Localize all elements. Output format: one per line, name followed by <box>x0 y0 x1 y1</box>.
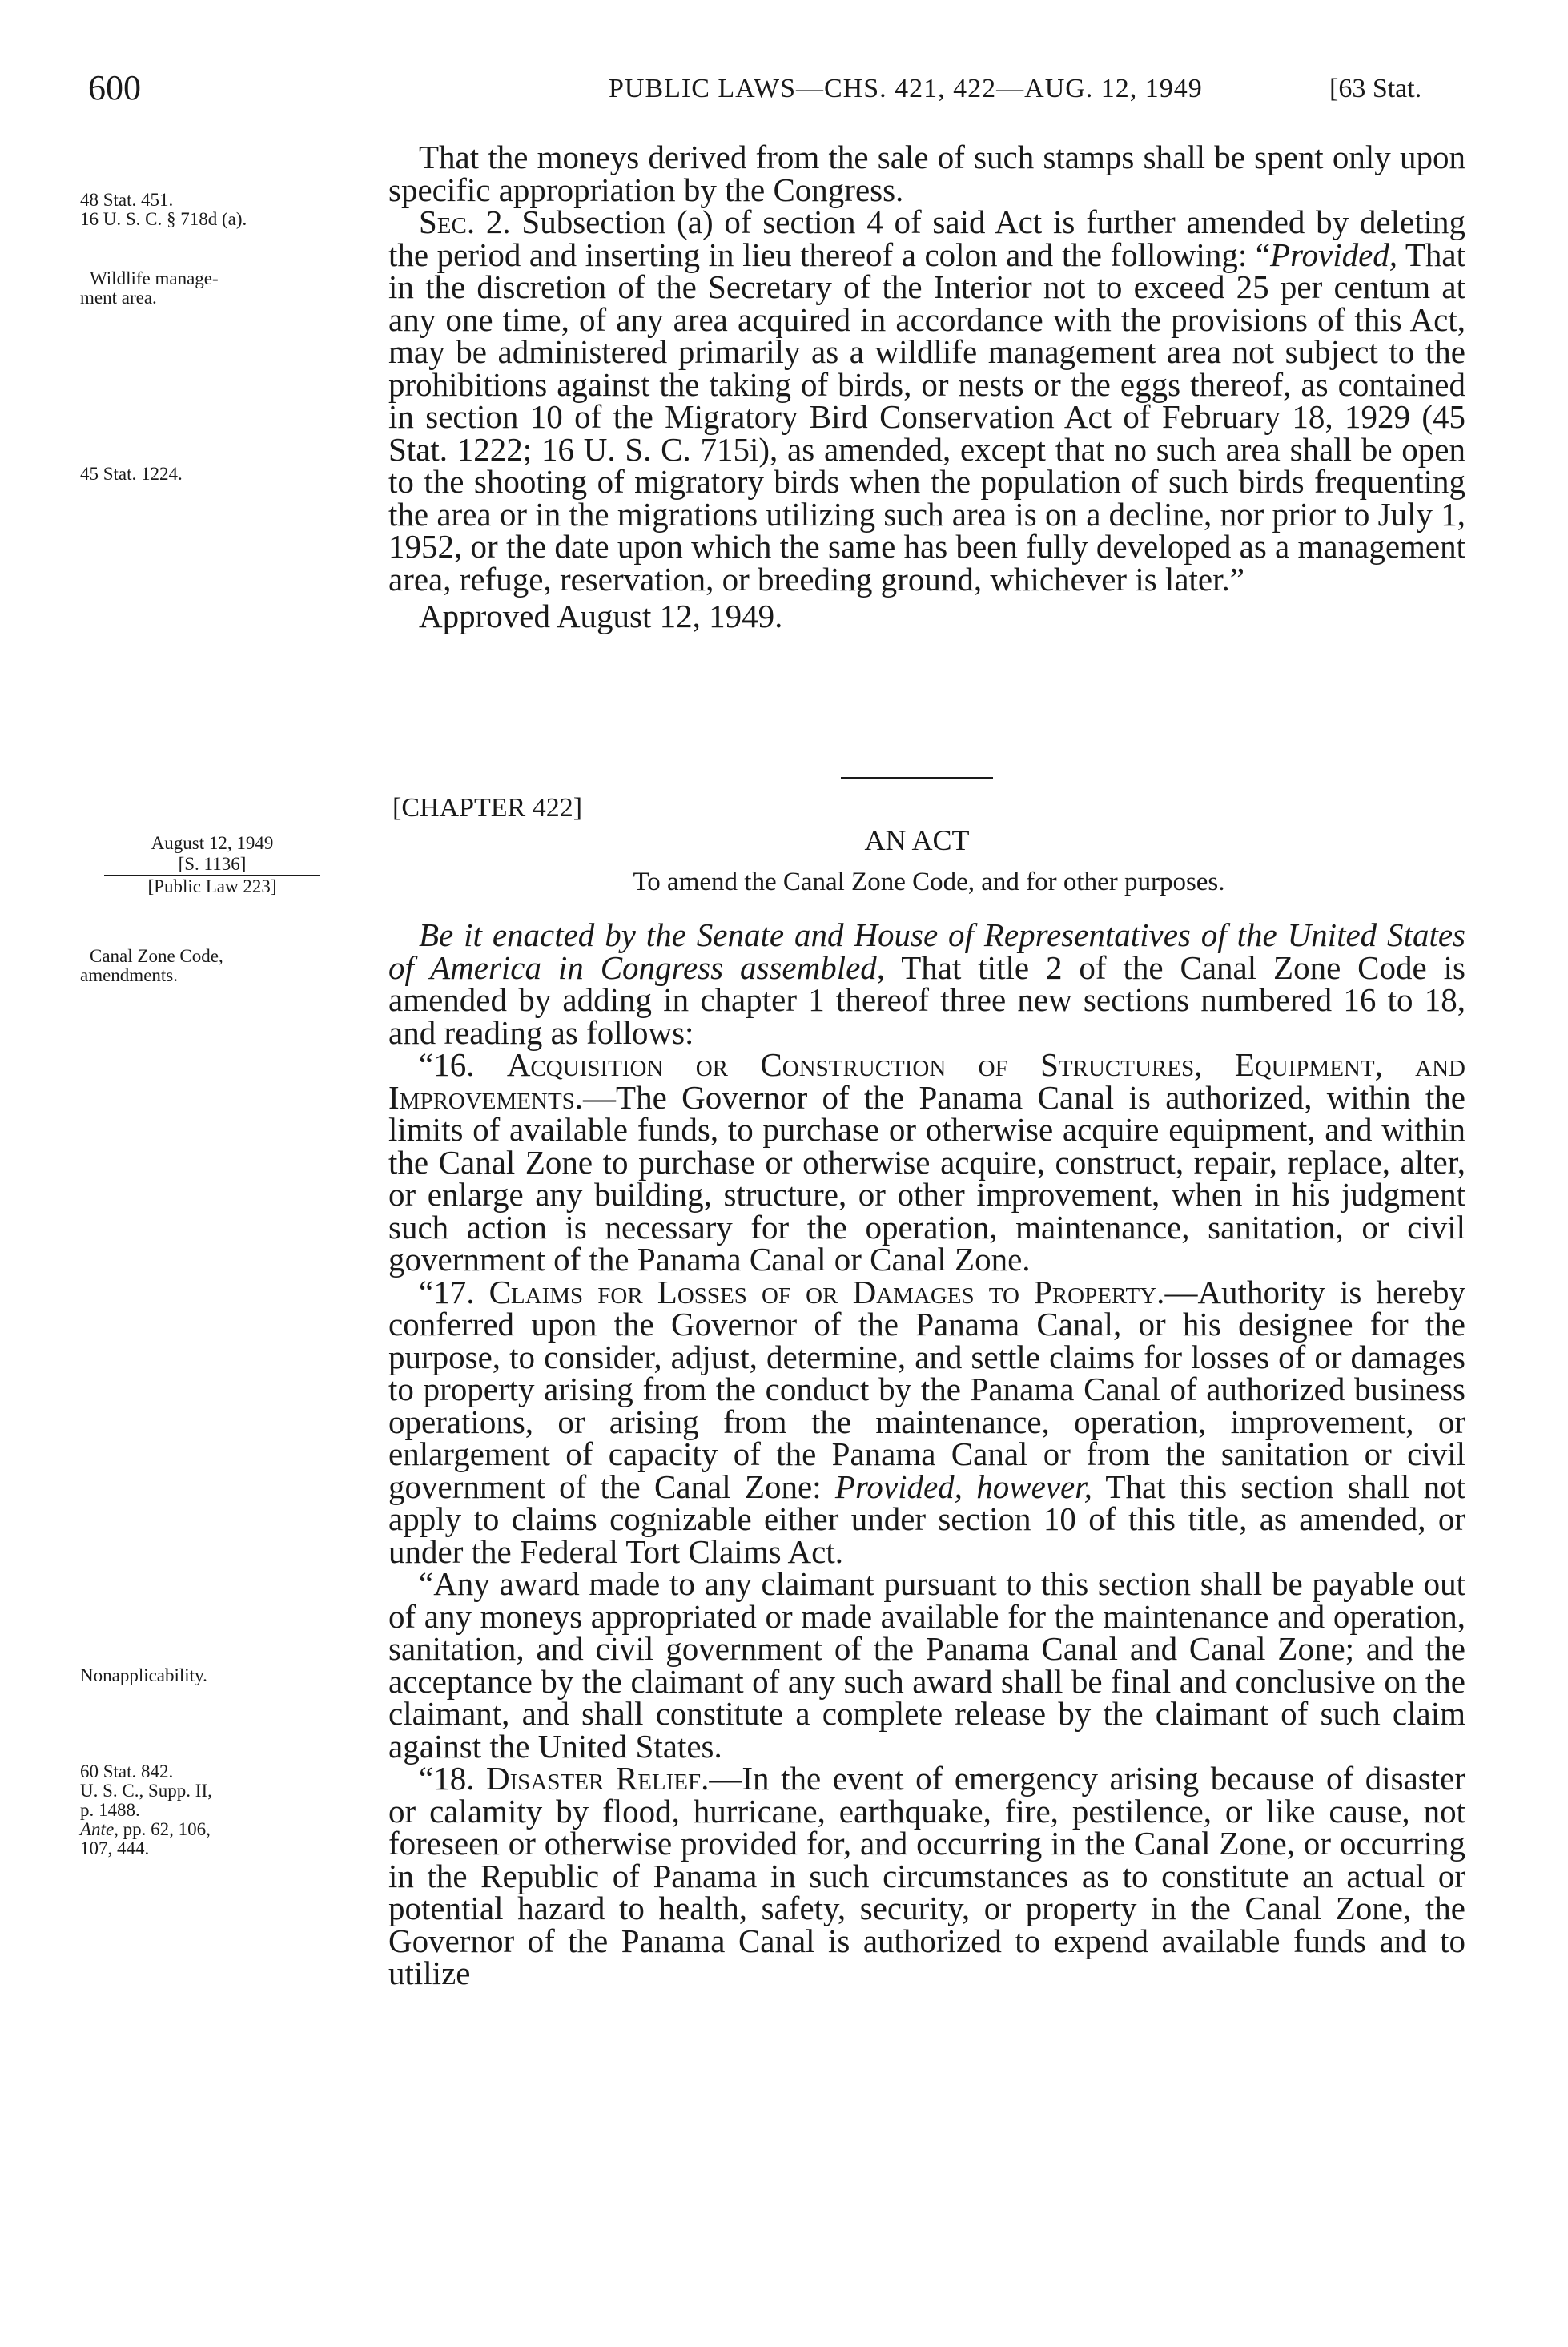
margin-note-stat-842: 60 Stat. 842. <box>80 1761 174 1781</box>
section-18-number: “18. <box>419 1760 475 1797</box>
sec-2-provided: Provided, <box>1270 236 1398 273</box>
margin-note-usc-page: p. 1488. <box>80 1800 140 1820</box>
margin-note-wildlife-line1: Wildlife manage- <box>90 268 219 288</box>
margin-note-wildlife <box>80 269 376 308</box>
act-purpose: To amend the Canal Zone Code, and for other purposes. <box>633 868 1225 896</box>
section-17 <box>388 1273 1465 1570</box>
section-18-text: —In the event of emergency arising because of disaster or calamity by flood, hurricane, earthquake, fire, pestilence, or like cause, not foreseen or otherwise provided for, and occurring in the Canal Zone, or occurring in the Republic of Panama in such circumstances as to constitute an actual or potential hazard to health, safety, security, or property in the Canal Zone, the Governor of the Panama Canal is authorized to expend available funds and to utilize <box>388 1760 1465 1991</box>
margin-note-ante-pages: pp. 62, 106, <box>118 1819 211 1839</box>
margin-note-usc: 16 U. S. C. § 718d (a). <box>80 209 247 229</box>
margin-note-canal <box>80 947 376 985</box>
sec-2-text-b: That in the discretion of the Secretary of the Interior not to exceed 25 per centum at any one time, of any area acquired in accordance with the provisions of this Act, may be administered primarily as a wildlife management area not subject to the prohibitions against the taking of birds, or nests or the eggs thereof, as contained in section 10 of the Migratory Bird Conservation Act of February 18, 1929 (45 Stat. 1222; 16 U. S. C. 715i), as amended, except that no such area shall be open to the shooting of migratory birds when the population of such birds frequenting the area or in the migrations utilizing such area is on a decline, nor prior to July 1, 1952, or the date upon which the same has been fully developed as a management area, refuge, reservation, or breeding ground, whichever is later.” <box>388 236 1465 598</box>
margin-note-ante-pages-cont: 107, 444. <box>80 1838 150 1858</box>
margin-note-date: August 12, 1949 <box>151 833 274 853</box>
running-title: PUBLIC LAWS—CHS. 421, 422—AUG. 12, 1949 <box>609 74 1203 103</box>
section-17-award: “Any award made to any claimant pursuant to this section shall be payable out of any moneys appropriated or made available for the maintenance and operation, sanitation, and civil government of the Panama Canal and Canal Zone; and the acceptance by the claimant of any such award shall be final and conclusive on the claimant, and shall constitute a complete release by the claimant of such claim against the United States. <box>388 1565 1465 1765</box>
section-17-number: “17. <box>419 1273 475 1310</box>
section-17-heading: Claims for Losses of or Damages to Property. <box>488 1273 1165 1310</box>
margin-note-references <box>80 1762 376 1858</box>
enacting-intro: That title 2 of the Canal Zone Code is amended by adding in chapter 1 thereof three new sections numbered 16 to 18, and reading as follows: <box>388 948 1465 1051</box>
chapter-separator <box>841 777 993 779</box>
stat-reference: [63 Stat. <box>1329 74 1422 103</box>
section-17-text-b: That this section shall not apply to claims cognizable either under section 10 of this title, as amended, or under the Federal Tort Claims Act. <box>388 1467 1465 1570</box>
section-16-heading: Acquisition or Construction of Structures, Equipment, and Improvements. <box>388 1046 1466 1116</box>
chapter-421-text <box>388 141 1465 633</box>
margin-note-public-law: [Public Law 223] <box>104 875 320 897</box>
section-17-provided: Provided, however, <box>834 1467 1092 1505</box>
margin-note-canal-line1: Canal Zone Code, <box>90 946 223 966</box>
margin-note-usc-supp: U. S. C., Supp. II, <box>80 1781 212 1801</box>
paragraph-moneys: That the moneys derived from the sale of such stamps shall be spent only upon specific appropriation by the Congress. <box>388 139 1465 208</box>
page-number: 600 <box>88 68 141 107</box>
enacting-paragraph <box>388 916 1465 1051</box>
margin-note-act-info <box>80 833 344 897</box>
margin-note-nonapplicability: Nonapplicability. <box>80 1665 207 1685</box>
section-18 <box>388 1762 1465 1990</box>
act-heading: AN ACT <box>864 824 970 856</box>
section-16-text: —The Governor of the Panama Canal is authorized, within the limits of available funds, to purchase or otherwise acquire equipment, and within the Canal Zone to purchase or otherwise acquire, construct, repair, replace, alter, or enlarge any building, structure, or other improvement, when in his judgment such action is necessary for the operation, maintenance, sanitation, or civil government of the Panama Canal or Canal Zone. <box>388 1078 1465 1278</box>
section-16-number: “16. <box>419 1046 475 1083</box>
sec-2-text-a: Subsection (a) of section 4 of said Act is further amended by deleting the period and inserting in lieu thereof a colon and the following: “ <box>388 203 1466 273</box>
section-16 <box>388 1046 1466 1278</box>
chapter-heading: [CHAPTER 422] <box>392 793 583 823</box>
margin-note-stat-451: 48 Stat. 451. <box>80 190 174 210</box>
paragraph-sec-2 <box>388 203 1466 598</box>
approved-line: Approved August 12, 1949. <box>419 598 783 634</box>
chapter-422-text <box>388 916 1466 1991</box>
margin-note-canal-line2: amendments. <box>80 965 178 985</box>
margin-note-ante <box>80 1820 376 1839</box>
section-18-heading: Disaster Relief. <box>486 1760 710 1797</box>
enacting-clause: Be it enacted by the Senate and House of Representatives of the United States of America in Congress assembled, <box>388 916 1465 986</box>
margin-note-ante-label: Ante, <box>80 1819 119 1839</box>
margin-note-bill: [S. 1136] <box>178 854 247 874</box>
section-17-text-a: —Authority is hereby conferred upon the Governor of the Panama Canal, or his designee for the purpose, to consider, adjust, determine, and settle claims for losses of or damages to property arising from the conduct by the Panama Canal of authorized business operations, or arising from the maintenance, operation, improvement, or enlargement of capacity of the Panama Canal or from the sanitation or civil government of the Canal Zone: <box>388 1273 1465 1505</box>
margin-note-stat-1224: 45 Stat. 1224. <box>80 464 183 484</box>
margin-note-citation <box>80 191 376 229</box>
margin-note-wildlife-line2: ment area. <box>80 288 157 308</box>
sec-2-label: Sec. 2. <box>419 203 511 240</box>
